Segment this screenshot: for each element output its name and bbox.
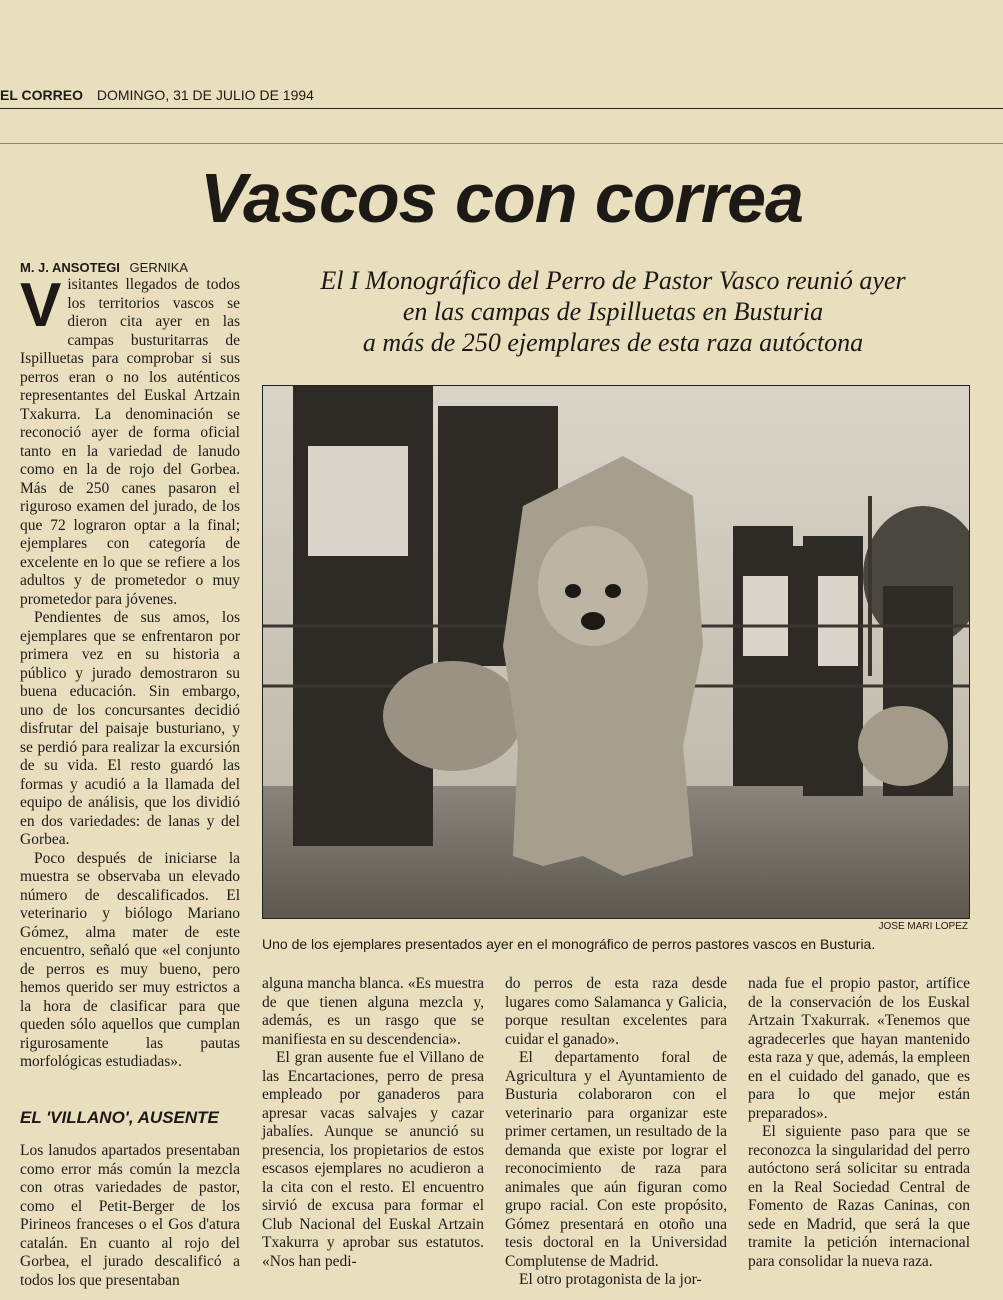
issue-date: DOMINGO, 31 DE JULIO DE 1994: [96, 87, 314, 103]
byline-author: M. J. ANSOTEGI: [20, 260, 120, 275]
paragraph: alguna mancha blanca. «Es muestra de que tienen alguna mezcla y, además, es un rasgo que se manifiesta en su descendencia».: [262, 975, 484, 1048]
paragraph: El otro protagonista de la jor-: [519, 1271, 702, 1288]
page-header: [0, 84, 1003, 109]
photo-caption: Uno de los ejemplares presentados ayer en el monográfico de perros pastores vascos en Busturia.: [262, 936, 876, 952]
paragraph: El gran ausente fue el Villano de las Encartaciones, perro de presa empleado por ganaderos para apresar vacas salvajes y cazar jabalíes. Aunque se anunció su presencia, los propietarios de estos escasos ejemplares no acudieron a la cita con el resto. El encuentro sirvió de excusa para formar el Club Nacional del Euskal Artzain Txakurra y aprobar sus estatutos. «Nos han pedi-: [262, 1049, 484, 1270]
header-rule: [0, 143, 1003, 144]
subheadline-line: El I Monográfico del Perro de Pastor Vasco reunió ayer: [320, 266, 906, 295]
article-column-4: [748, 975, 970, 1271]
section-subheading: EL 'VILLANO', AUSENTE: [20, 1108, 219, 1127]
article-column-2: [262, 975, 484, 1271]
headline: Vascos con correa: [200, 159, 803, 237]
subheadline-line: a más de 250 ejemplares de esta raza autóctona: [362, 328, 864, 357]
paragraph: isitantes llegados de todos los territorios vascos se dieron cita ayer en las campas busturitarras de Ispilluetas para comprobar si sus perros eran o no los auténticos representantes del Euskal Artzain Txakurra. La denominación se reconoció ayer de forma oficial tanto en la variedad de lanudo como en la de rojo del Gorbea. Más de 250 canes pasaron el riguroso examen del jurado, de los que 72 lograron optar a la final; ejemplares con categoría de excelente en lo que se refiere a los adultos y de prometedor o muy prometedor para jóvenes.: [20, 276, 240, 608]
paragraph: do perros de esta raza desde lugares como Salamanca y Galicia, porque resultan excelentes para cuidar el ganado».: [505, 975, 727, 1048]
paragraph: El siguiente paso para que se reconozca la singularidad del perro autóctono será solicitar su entrada en la Real Sociedad Central de Fomento de Razas Caninas, con sede en Madrid, que será la que tramite la petición internacional para consolidar la nueva raza.: [748, 1123, 970, 1270]
subheadline-line: en las campas de Ispilluetas en Busturia: [402, 297, 824, 326]
dog-show-photo: [263, 386, 969, 918]
article-column-1b: [20, 1142, 240, 1290]
paragraph: nada fue el propio pastor, artífice de la conservación de los Euskal Artzain Txakurrak. «Tenemos que agradecerles que hayan mantenido esta raza y que, además, la empleen en el cuidado del ganado, que es para lo que mejor están preparados».: [748, 975, 970, 1122]
paragraph: Poco después de iniciarse la muestra se observaba un elevado número de descalificados. El veterinario y biólogo Mariano Gómez, alma mater de este encuentro, señaló que «el conjunto de perros es muy bueno, pero hemos querido ser muy estrictos a la hora de clasificar para que queden sólo aquellos que cumplan rigurosamente las pautas morfológicas estudiadas».: [20, 849, 240, 1070]
paragraph: El departamento foral de Agricultura y el Ayuntamiento de Busturia colaboraron con el veterinario para organizar este primer certamen, un resultado de la demanda que existe por lograr el reconocimiento de raza para animales que aún figuran como grupo racial. Con este propósito, Gómez presentará en otoño una tesis doctoral en la Universidad Complutense de Madrid.: [505, 1049, 727, 1270]
drop-cap: V: [20, 271, 62, 340]
article-column-1: [20, 271, 240, 1072]
article-column-3: [505, 975, 727, 1290]
paragraph: Pendientes de sus amos, los ejemplares que se enfrentaron por primera vez en su historia a público y jurado demostraron su buena educación. Sin embargo, uno de los concursantes decidió disfrutar del paisaje busturiano, y se perdió para realizar la excursión de su vida. El resto guardó las formas y acudió a la llamada del equipo de análisis, que los dividió en dos variedades: de lanas y del Gorbea.: [20, 609, 240, 848]
subheadline: [288, 265, 938, 358]
paragraph: Los lanudos apartados presentaban como error más común la mezcla con otras variedades de pastor, como el Petit-Berger de los Pirineos franceses o el Gos d'atura catalán. En cuanto al rojo del Gorbea, el jurado descalificó a todos los que presentaban: [20, 1142, 240, 1289]
byline-location: GERNIKA: [129, 260, 189, 275]
photo-credit: JOSE MARI LOPEZ: [878, 921, 968, 932]
newspaper-name: EL CORREO: [0, 87, 83, 103]
news-photo: [262, 385, 970, 919]
